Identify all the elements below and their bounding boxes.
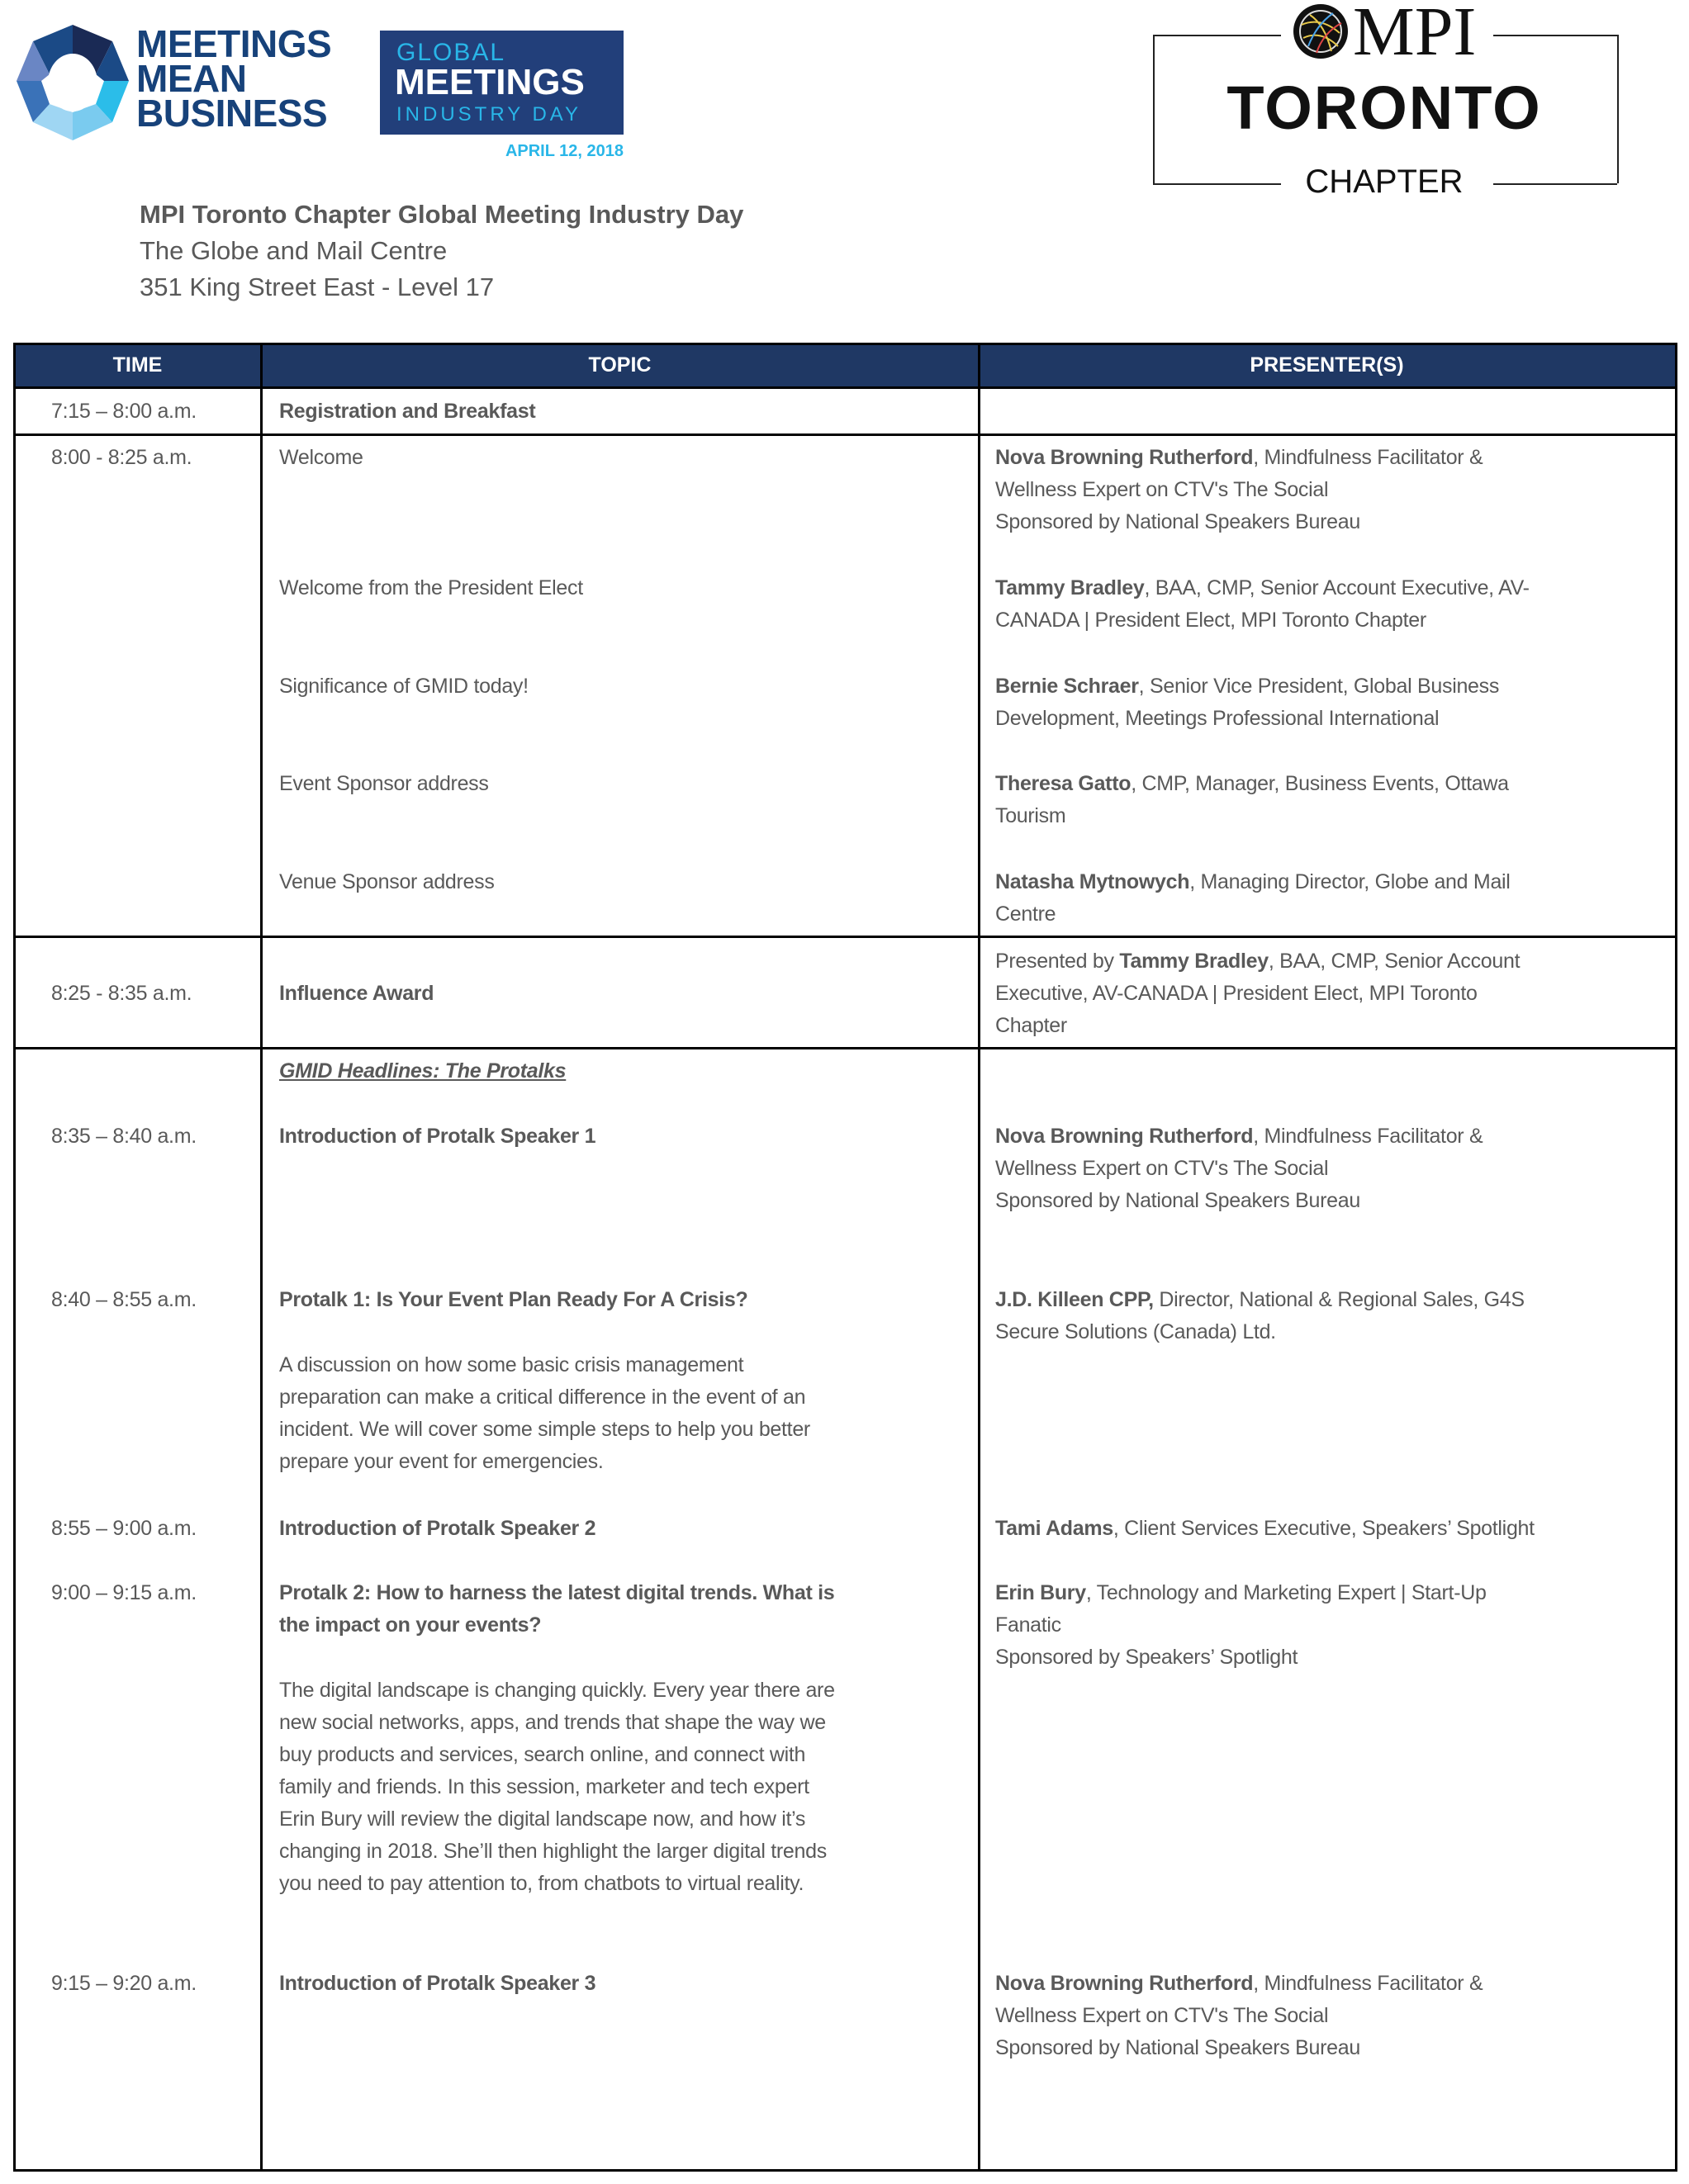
time-cell: 8:25 - 8:35 a.m. xyxy=(51,982,192,1005)
event-venue: The Globe and Mail Centre xyxy=(140,236,448,265)
presenter-detail: , Technology and Marketing Expert | Start-Up Fanatic Sponsored by Speakers’ Spotlight xyxy=(995,1581,1487,1669)
gmid-logo xyxy=(380,31,624,135)
topic-cell: Protalk 1: Is Your Event Plan Ready For A Crisis? xyxy=(279,1288,748,1311)
topic-cell: Welcome xyxy=(279,446,363,469)
header-time: TIME xyxy=(112,353,163,377)
presenter-detail: , Mindfulness Facilitator & Wellness Expert on CTV's The Social Sponsored by National Speakers Bureau xyxy=(995,1125,1483,1212)
presenter-name: Bernie Schraer xyxy=(995,675,1139,698)
topic-cell: Welcome from the President Elect xyxy=(279,576,583,599)
topic-cell: Registration and Breakfast xyxy=(279,400,536,423)
topic-cell: Venue Sponsor address xyxy=(279,870,495,893)
section-heading: GMID Headlines: The Protalks xyxy=(279,1059,567,1083)
presenter-name: Nova Browning Rutherford xyxy=(995,1972,1254,1995)
mmb-line-1: MEETINGS xyxy=(136,22,332,65)
presenter-detail: , Mindfulness Facilitator & Wellness Expert on CTV's The Social Sponsored by National Speakers Bureau xyxy=(995,446,1483,533)
presenter-name: Nova Browning Rutherford xyxy=(995,1125,1254,1148)
divider xyxy=(978,343,980,2172)
divider xyxy=(260,343,263,2172)
presenter-name: Tammy Bradley xyxy=(1119,950,1269,973)
presenter-detail: , Managing Director, Globe and Mail Centre xyxy=(995,870,1511,926)
mpi-chapter: CHAPTER xyxy=(1305,163,1464,200)
presenter-detail: Director, National & Regional Sales, G4S Secure Solutions (Canada) Ltd. xyxy=(995,1288,1525,1343)
event-title: MPI Toronto Chapter Global Meeting Industry Day xyxy=(140,200,744,229)
presenter-detail: , CMP, Manager, Business Events, Ottawa Tourism xyxy=(995,772,1509,827)
meetings-mean-business-logo-icon xyxy=(17,25,129,140)
divider xyxy=(14,936,1677,938)
presenter-cell xyxy=(995,945,1668,1042)
mmb-wordmark xyxy=(136,22,332,135)
divider xyxy=(14,1047,1677,1049)
topic-cell: Protalk 2: How to harness the latest digital trends. What is the impact on your events? xyxy=(279,1581,835,1637)
divider xyxy=(1675,343,1677,2172)
presenter-name: J.D. Killeen CPP, xyxy=(995,1288,1154,1311)
mpi-toronto-logo xyxy=(1153,0,1619,200)
mmb-line-3: BUSINESS xyxy=(136,92,328,135)
divider xyxy=(14,386,1677,389)
presenter-detail: , Mindfulness Facilitator & Wellness Expert on CTV's The Social Sponsored by National Speakers Bureau xyxy=(995,1972,1483,2059)
gmid-date: APRIL 12, 2018 xyxy=(505,142,624,160)
presenter-cell xyxy=(995,866,1668,931)
topic-description: The digital landscape is changing quickly. Every year there are new social networks, apps, and trends that shape the way we buy products and services, search online, and connect with family and friends. In this session, marketer and tech expert Erin Bury will review the digital landscape now, and how it’s changing in 2018. She’ll then highlight the larger digital trends you need to pay attention to, from chatbots to virtual reality. xyxy=(279,1679,835,1895)
time-cell: 8:00 - 8:25 a.m. xyxy=(51,446,192,469)
presenter-cell xyxy=(995,572,1668,637)
presenter-detail: , Senior Vice President, Global Business Development, Meetings Professional International xyxy=(995,675,1500,730)
header-presenters: PRESENTER(S) xyxy=(1250,353,1404,377)
topic-cell: Influence Award xyxy=(279,982,434,1005)
divider xyxy=(14,2169,1677,2172)
presenter-cell xyxy=(995,670,1668,735)
time-cell: 8:35 – 8:40 a.m. xyxy=(51,1125,197,1148)
mpi-mark: MPI xyxy=(1353,0,1477,70)
presenter-prefix: Presented by xyxy=(995,950,1120,973)
presenter-cell xyxy=(995,1513,1668,1545)
topic-cell: Introduction of Protalk Speaker 2 xyxy=(279,1517,596,1540)
presenter-cell xyxy=(995,1120,1668,1217)
event-address: 351 King Street East - Level 17 xyxy=(140,272,495,301)
presenter-detail: , Client Services Executive, Speakers’ Spotlight xyxy=(1113,1517,1535,1540)
gmid-line-1: GLOBAL xyxy=(396,39,506,66)
presenter-name: Erin Bury xyxy=(995,1581,1086,1604)
topic-cell: Event Sponsor address xyxy=(279,772,489,795)
presenter-cell xyxy=(995,1577,1668,1674)
presenter-name: Tammy Bradley xyxy=(995,576,1145,599)
presenter-name: Natasha Mytnowych xyxy=(995,870,1190,893)
time-cell: 7:15 – 8:00 a.m. xyxy=(51,400,197,423)
presenter-detail: , BAA, CMP, Senior Account Executive, AV-CANADA | President Elect, MPI Toronto Chapter xyxy=(995,950,1521,1037)
gmid-line-3: INDUSTRY DAY xyxy=(396,103,582,126)
globe-icon xyxy=(1292,0,1350,64)
presenter-cell xyxy=(995,442,1668,538)
topic-cell: Significance of GMID today! xyxy=(279,675,529,698)
time-cell: 9:15 – 9:20 a.m. xyxy=(51,1972,197,1995)
presenter-name: Nova Browning Rutherford xyxy=(995,446,1254,469)
time-cell: 9:00 – 9:15 a.m. xyxy=(51,1581,197,1604)
mpi-city: TORONTO xyxy=(1226,73,1542,142)
presenter-cell xyxy=(995,1968,1668,2064)
header-topic: TOPIC xyxy=(588,353,652,377)
topic-description: A discussion on how some basic crisis management preparation can make a critical difference in the event of an incident. We will cover some simple steps to help you better prepare your event for emergencies. xyxy=(279,1353,810,1473)
divider xyxy=(14,433,1677,436)
time-cell: 8:55 – 9:00 a.m. xyxy=(51,1517,197,1540)
presenter-detail: , BAA, CMP, Senior Account Executive, AV- CANADA | President Elect, MPI Toronto Chapter xyxy=(995,576,1530,632)
gmid-line-2: MEETINGS xyxy=(395,62,585,102)
divider xyxy=(14,343,1677,345)
mmb-line-2: MEAN xyxy=(136,57,247,100)
topic-cell: Introduction of Protalk Speaker 3 xyxy=(279,1972,596,1995)
presenter-name: Tami Adams xyxy=(995,1517,1113,1540)
time-cell: 8:40 – 8:55 a.m. xyxy=(51,1288,197,1311)
presenter-cell xyxy=(995,1284,1668,1348)
topic-cell: Introduction of Protalk Speaker 1 xyxy=(279,1125,596,1148)
presenter-cell xyxy=(995,768,1668,832)
divider xyxy=(13,343,16,2172)
presenter-name: Theresa Gatto xyxy=(995,772,1132,795)
